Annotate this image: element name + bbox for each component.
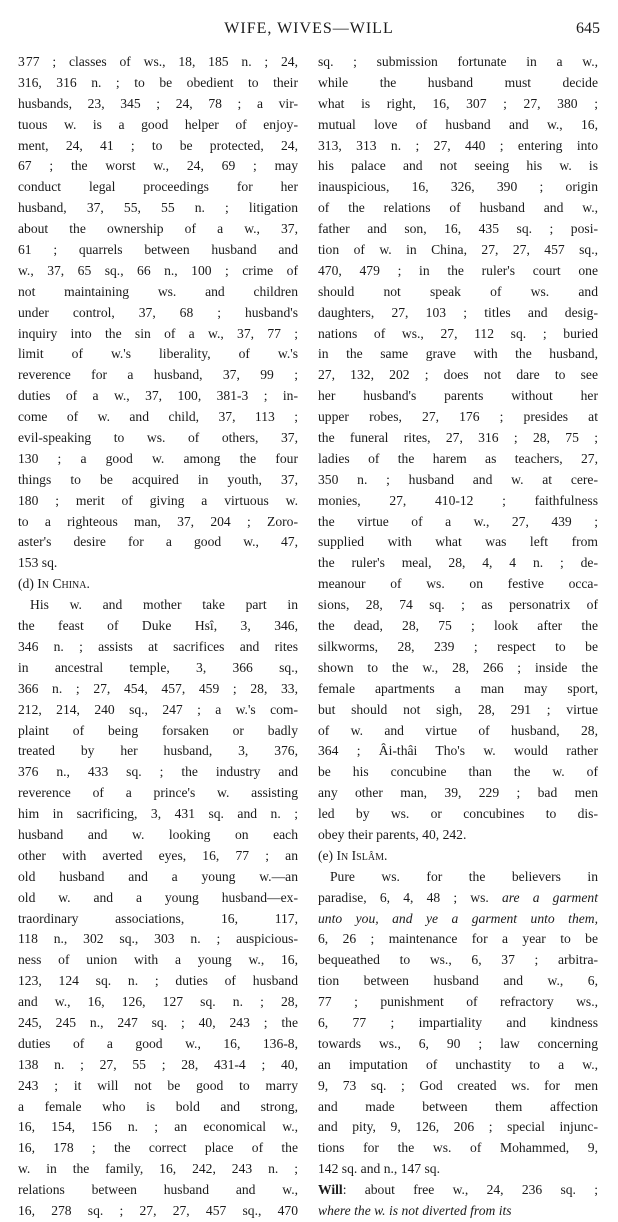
index-line: 350 n. ; husband and w. at cere- bbox=[318, 471, 598, 487]
index-line: limit of w.'s liberality, of w.'s bbox=[18, 346, 298, 362]
index-line: 3 77 ; classes of ws., 18, 185 n. ; 24, bbox=[18, 54, 298, 69]
index-line: be his concubine than the w. of bbox=[318, 764, 598, 780]
index-line: 27, 132, 202 ; does not dare to see bbox=[318, 367, 598, 383]
index-line: husband and w. looking on each bbox=[18, 826, 298, 842]
index-line: 245, 245 n., 247 sq. ; 40, 243 ; the bbox=[18, 1014, 298, 1030]
index-line: shown to the w., 28, 266 ; inside the bbox=[318, 659, 598, 675]
page-number: 645 bbox=[576, 20, 600, 37]
index-line: led by ws. or concubines to dis- bbox=[318, 806, 598, 822]
index-line: conduct legal proceedings for her bbox=[18, 179, 298, 195]
index-line: should not speak of ws. and bbox=[318, 283, 598, 299]
index-line: and w., 16, 126, 127 sq. n. ; 28, bbox=[18, 994, 298, 1010]
running-head bbox=[0, 18, 618, 40]
index-line: mutual love of husband and w., 16, bbox=[318, 116, 598, 132]
index-line: in ancestral temple, 3, 366 sq., bbox=[18, 659, 298, 675]
index-line: 243 ; it will not be good to marry bbox=[18, 1077, 298, 1093]
section-e-title: In Islâm. bbox=[336, 847, 388, 863]
index-line: inauspicious, 16, 326, 390 ; origin bbox=[318, 179, 598, 195]
index-line: female apartments a man may sport, bbox=[318, 680, 598, 696]
will-entry-line-1 bbox=[318, 1180, 598, 1201]
index-text: paradise, 6, 4, 48 ; ws. bbox=[318, 889, 489, 905]
index-line: an imputation of unchastity to a w., bbox=[318, 1056, 598, 1072]
index-line: 366 n. ; 27, 454, 457, 459 ; 28, 33, bbox=[18, 680, 298, 696]
index-line: in the same grave with the husband, bbox=[318, 346, 598, 362]
index-line: about the ownership of a w., 37, bbox=[18, 221, 298, 237]
will-entry-line-2: where the w. is not diverted from its bbox=[318, 1202, 512, 1218]
index-line: husbands, 23, 345 ; 24, 78 ; a vir- bbox=[18, 95, 298, 111]
index-line: duties of a w., 37, 100, 381-3 ; in- bbox=[18, 388, 298, 404]
index-line: inquiry into the sin of a w., 37, 77 ; bbox=[18, 325, 298, 341]
index-line: 364 ; Âi-thâi Tho's w. would rather bbox=[318, 743, 598, 759]
page-title: WIFE, WIVES—WILL bbox=[224, 20, 394, 37]
index-line: plaint of being forsaken or badly bbox=[18, 722, 298, 738]
index-line: her husband's parents without her bbox=[318, 388, 598, 404]
index-line: meanour of ws. on festive occa- bbox=[318, 576, 598, 592]
index-line: to a righteous man, 37, 204 ; Zoro- bbox=[18, 513, 298, 529]
index-line: tuous w. is a good helper of enjoy- bbox=[18, 116, 298, 132]
index-line: 16, 278 sq. ; 27, 27, 457 sq., 470 bbox=[18, 1202, 298, 1218]
will-text-1: : about free w., 24, 236 sq. ; bbox=[342, 1182, 598, 1198]
index-line: bequeathed to ws., 6, 37 ; arbitra- bbox=[318, 952, 598, 968]
index-line: unto you, and ye a garment unto them, bbox=[318, 910, 598, 926]
index-line: 153 sq. bbox=[18, 555, 58, 571]
index-line: the dead, 28, 75 ; look after the bbox=[318, 618, 598, 634]
index-line: old w. and a young husband—ex- bbox=[18, 889, 298, 905]
index-line: the funeral rites, 27, 316 ; 28, 75 ; bbox=[318, 430, 598, 446]
index-line: a female who is bold and strong, bbox=[18, 1098, 298, 1114]
index-line: 16, 178 ; the correct place of the bbox=[18, 1140, 298, 1156]
index-line: under control, 37, 68 ; husband's bbox=[18, 304, 298, 320]
index-line: 470, 479 ; in the ruler's court one bbox=[318, 262, 598, 278]
section-d-heading bbox=[18, 574, 298, 595]
index-line: 118 n., 302 sq., 303 n. ; auspicious- bbox=[18, 931, 298, 947]
index-line: traordinary associations, 16, 117, bbox=[18, 910, 298, 926]
section-e-heading bbox=[318, 846, 598, 867]
index-line: what is right, 16, 307 ; 27, 380 ; bbox=[318, 95, 598, 111]
index-line: Pure ws. for the believers in bbox=[330, 868, 598, 884]
index-line: w., 37, 65 sq., 66 n., 100 ; crime of bbox=[18, 262, 298, 278]
index-line: other with averted eyes, 16, 77 ; an bbox=[18, 847, 298, 863]
index-line: and made between them affection bbox=[318, 1098, 598, 1114]
index-line: w. in the family, 16, 242, 243 n. ; bbox=[18, 1161, 298, 1177]
index-line: ladies of the harem as teachers, 27, bbox=[318, 450, 598, 466]
index-line: monies, 27, 410-12 ; faithfulness bbox=[318, 492, 598, 508]
index-line: aster's desire for a good w., 47, bbox=[18, 534, 298, 550]
index-line: 6, 26 ; maintenance for a year to be bbox=[318, 931, 598, 947]
index-line: reverence of a prince's w. assisting bbox=[18, 785, 298, 801]
index-line: relations between husband and w., bbox=[18, 1182, 298, 1198]
index-line: while the husband must decide bbox=[318, 74, 598, 90]
index-line: upper robes, 27, 176 ; presides at bbox=[318, 409, 598, 425]
index-line: the ruler's meal, 28, 4, 4 n. ; de- bbox=[318, 555, 598, 571]
index-line: 67 ; the worst w., 24, 69 ; may bbox=[18, 158, 298, 174]
index-line: come of w. and child, 37, 113 ; bbox=[18, 409, 298, 425]
index-line: 9, 73 sq. ; God created ws. for men bbox=[318, 1077, 598, 1093]
index-line: sq. ; submission fortunate in a w., bbox=[318, 54, 598, 69]
index-line: 77 ; punishment of refractory ws., bbox=[318, 994, 598, 1010]
index-line: supplied with what was left from bbox=[318, 534, 598, 550]
will-headword: Will bbox=[318, 1182, 343, 1198]
index-line: ness of union with a young w., 16, bbox=[18, 952, 298, 968]
index-line: treated by her husband, 3, 376, bbox=[18, 743, 298, 759]
index-line: 138 n. ; 27, 55 ; 28, 431-4 ; 40, bbox=[18, 1056, 298, 1072]
index-line: his palace and not seeing his w. is bbox=[318, 158, 598, 174]
index-line: things to be acquired in youth, 37, bbox=[18, 471, 298, 487]
index-line: any other man, 39, 229 ; bad men bbox=[318, 785, 598, 801]
section-d-title: In China. bbox=[37, 576, 90, 592]
index-line: 142 sq. and n., 147 sq. bbox=[318, 1161, 440, 1177]
index-line: tion of w. in China, 27, 27, 457 sq., bbox=[318, 242, 598, 258]
index-line: 313, 313 n. ; 27, 440 ; entering into bbox=[318, 137, 598, 153]
index-line: 6, 77 ; impartiality and kindness bbox=[318, 1014, 598, 1030]
index-line bbox=[318, 888, 598, 909]
left-column bbox=[18, 52, 298, 1218]
index-line: 180 ; merit of giving a virtuous w. bbox=[18, 492, 298, 508]
index-line: husband, 37, 55, 55 n. ; litigation bbox=[18, 200, 298, 216]
index-line: 61 ; quarrels between husband and bbox=[18, 242, 298, 258]
index-line: duties of a good w., 16, 136-8, bbox=[18, 1035, 298, 1051]
index-line: silkworms, 28, 239 ; respect to be bbox=[318, 638, 598, 654]
index-line: tions for the ws. of Mohammed, 9, bbox=[318, 1140, 598, 1156]
index-line: of the relations of husband and w., bbox=[318, 200, 598, 216]
section-d-label: (d) bbox=[18, 576, 34, 592]
index-line: 316, 316 n. ; to be obedient to their bbox=[18, 74, 298, 90]
index-line: evil-speaking to ws. of others, 37, bbox=[18, 430, 298, 446]
index-line: daughters, 27, 103 ; titles and desig- bbox=[318, 304, 598, 320]
section-e-label: (e) bbox=[318, 847, 334, 863]
index-line: 16, 154, 156 n. ; an economical w., bbox=[18, 1119, 298, 1135]
left-entries-continued bbox=[18, 52, 298, 574]
index-line: and pity, 9, 126, 206 ; special injunc- bbox=[318, 1119, 598, 1135]
section-d-entries bbox=[18, 595, 298, 1222]
index-line: but should not sigh, 28, 291 ; virtue bbox=[318, 701, 598, 717]
index-line: the feast of Duke Hsî, 3, 346, bbox=[18, 618, 298, 634]
index-line: father and son, 16, 435 sq. ; posi- bbox=[318, 221, 598, 237]
index-line: sions, 28, 74 sq. ; as personatrix of bbox=[318, 597, 598, 613]
index-line: old husband and a young w.—an bbox=[18, 868, 298, 884]
index-line: tion between husband and w., 6, bbox=[318, 973, 598, 989]
index-line: reverence for a husband, 37, 99 ; bbox=[18, 367, 298, 383]
quran-quote: are a garment bbox=[501, 889, 598, 905]
index-line: 212, 214, 240 sq., 247 ; a w.'s com- bbox=[18, 701, 298, 717]
index-line: the virtue of a w., 27, 439 ; bbox=[318, 513, 598, 529]
index-line: not maintaining ws. and children bbox=[18, 283, 298, 299]
index-line: 130 ; a good w. among the four bbox=[18, 450, 298, 466]
index-line: His w. and mother take part in bbox=[30, 597, 298, 613]
index-line: him in sacrificing, 3, 431 sq. and n. ; bbox=[18, 806, 298, 822]
index-line: towards ws., 6, 90 ; law concerning bbox=[318, 1035, 598, 1051]
index-line: 346 n. ; assists at sacrifices and rites bbox=[18, 638, 298, 654]
index-line: nations of ws., 27, 112 sq. ; buried bbox=[318, 325, 598, 341]
section-e-entries bbox=[318, 867, 598, 1180]
index-line: of w. and virtue of husband, 28, bbox=[318, 722, 598, 738]
index-line: ment, 24, 41 ; to be protected, 24, bbox=[18, 137, 298, 153]
right-entries-continued bbox=[318, 52, 598, 846]
right-column bbox=[318, 52, 598, 1218]
index-line: 123, 124 sq. n. ; duties of husband bbox=[18, 973, 298, 989]
index-line: 376 n., 433 sq. ; the industry and bbox=[18, 764, 298, 780]
index-line: obey their parents, 40, 242. bbox=[318, 826, 467, 842]
